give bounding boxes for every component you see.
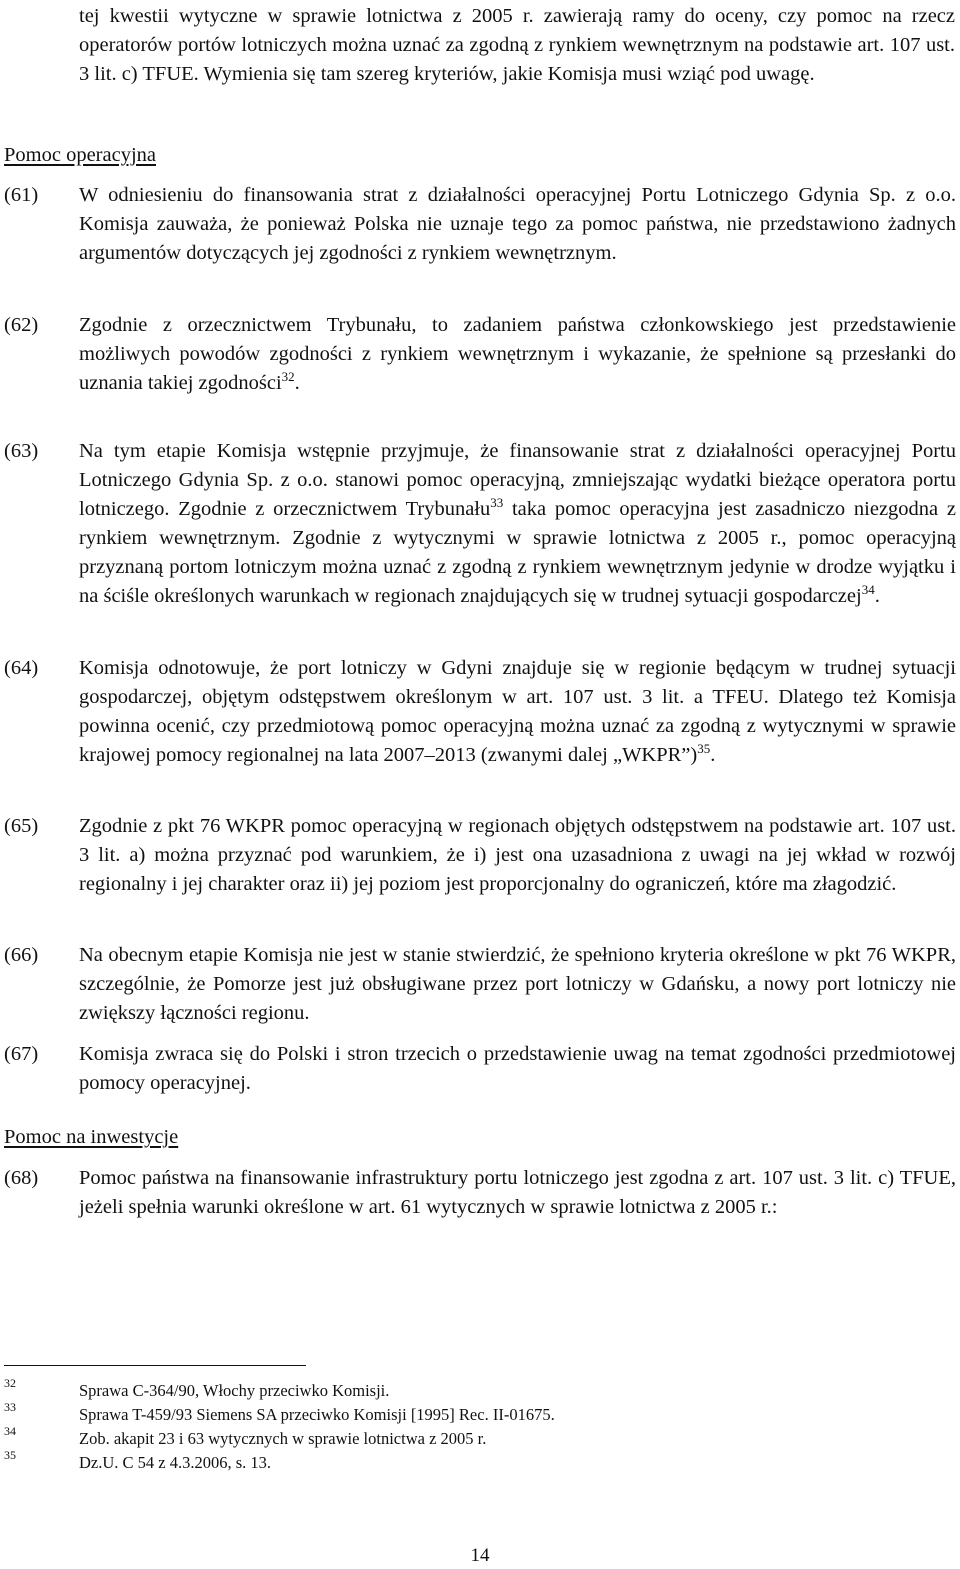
footnote-number: 32 (4, 1376, 16, 1390)
paragraph-number: (65) (4, 815, 39, 837)
paragraph-text: Komisja zwraca się do Polski i stron trzecich o przedstawienie uwag na temat zgodności przedmiotowej pomocy operacyjnej. (79, 1043, 956, 1094)
paragraph-63 (4, 437, 956, 611)
footnote-ref-35[interactable]: 35 (697, 741, 711, 756)
footnote-ref-32[interactable]: 32 (281, 369, 295, 384)
footnotes (4, 1377, 904, 1473)
footnote-separator (4, 1365, 306, 1366)
paragraph-number: (64) (4, 657, 39, 679)
paragraph-65 (4, 812, 956, 899)
heading-investment-aid: Pomoc na inwestycje (4, 1126, 179, 1148)
paragraph-number: (66) (4, 944, 39, 966)
paragraph-text-tail: . (294, 372, 300, 394)
paragraph-text-main: Zgodnie z orzecznictwem Trybunału, to zadaniem państwa członkowskiego jest przedstawienie możliwych powodów zgodności z rynkiem wewnętrznym i wykazanie, że spełnione są przesłanki do uznania takiej zgodności (79, 314, 956, 394)
footnote (4, 1401, 904, 1425)
paragraph-61 (4, 181, 956, 268)
paragraph-number: (61) (4, 184, 39, 206)
paragraph-text-tail: . (710, 744, 716, 766)
paragraph-number: (62) (4, 314, 39, 336)
footnote-text: Dz.U. C 54 z 4.3.2006, s. 13. (79, 1453, 272, 1472)
paragraph-text-main: Komisja odnotowuje, że port lotniczy w Gdyni znajduje się w regionie będącym w trudnej sytuacji gospodarczej, objętym odstępstwem określonym w art. 107 ust. 3 lit. a TFEU. Dlatego też Komisja powinna ocenić, czy przedmiotową pomoc operacyjną można uznać za zgodną z wytycznymi w sprawie krajowej pomocy regionalnej na lata 2007–2013 (zwanymi dalej „WKPR”) (79, 657, 956, 766)
footnote-ref-33[interactable]: 33 (490, 495, 504, 510)
page-number: 14 (470, 1545, 490, 1566)
footnote (4, 1449, 904, 1473)
paragraph-62 (4, 311, 956, 398)
paragraph-text (79, 437, 956, 611)
paragraph-66 (4, 941, 956, 1028)
footnote-number: 33 (4, 1400, 16, 1414)
footnote-ref-34[interactable]: 34 (861, 582, 875, 597)
heading-operating-aid: Pomoc operacyjna (4, 144, 156, 166)
paragraph-68 (4, 1164, 956, 1222)
footnote-text: Zob. akapit 23 i 63 wytycznych w sprawie lotnictwa z 2005 r. (79, 1429, 487, 1448)
paragraph-number: (63) (4, 440, 39, 462)
footnote-text: Sprawa T-459/93 Siemens SA przeciwko Komisji [1995] Rec. II-01675. (79, 1405, 555, 1424)
paragraph-text-part-b: taka pomoc operacyjna jest zasadniczo niezgodna z rynkiem wewnętrznym. Zgodnie z wytycznymi w sprawie lotnictwa z 2005 r., pomoc operacyjną przyznaną portom lotniczym można uznać z zgodną z rynkiem wewnętrznym jedynie w drodze wyjątku i na ściśle określonych warunkach w regionach znajdujących się w trudnej sytuacji gospodarczej (79, 498, 956, 607)
paragraph-text (79, 311, 956, 398)
paragraph-text: Zgodnie z pkt 76 WKPR pomoc operacyjną w regionach objętych odstępstwem na podstawie art. 107 ust. 3 lit. a) można przyznać pod warunkiem, że i) jest ona uzasadniona z uwagi na jej wkład w rozwój regionalny i jej charakter oraz ii) jej poziom jest proporcjonalny do ograniczeń, które ma złagodzić. (79, 815, 956, 895)
intro-paragraph: tej kwestii wytyczne w sprawie lotnictwa z 2005 r. zawierają ramy do oceny, czy pomoc na rzecz operatorów portów lotniczych można uznać za zgodną z rynkiem wewnętrznym na podstawie art. 107 ust. 3 lit. c) TFUE. Wymienia się tam szereg kryteriów, jakie Komisja musi wziąć pod uwagę. (79, 5, 955, 85)
paragraph-text: Pomoc państwa na finansowanie infrastruktury portu lotniczego jest zgodna z art. 107 ust. 3 lit. c) TFUE, jeżeli spełnia warunki określone w art. 61 wytycznych w sprawie lotnictwa z 2005 r.: (79, 1167, 956, 1218)
footnote (4, 1377, 904, 1401)
paragraph-67 (4, 1040, 956, 1098)
paragraph-text: Na obecnym etapie Komisja nie jest w stanie stwierdzić, że spełniono kryteria określone w pkt 76 WKPR, szczególnie, że Pomorze jest już obsługiwane przez port lotniczy w Gdańsku, a nowy port lotniczy nie zwiększy łączności regionu. (79, 944, 956, 1024)
footnote (4, 1425, 904, 1449)
paragraph-text-tail: . (874, 585, 880, 607)
paragraph-number: (67) (4, 1043, 39, 1065)
paragraph-text-part-a: Na tym etapie Komisja wstępnie przyjmuje, że finansowanie strat z działalności operacyjnej Portu Lotniczego Gdynia Sp. z o.o. stanowi pomoc operacyjną, zmniejszając wydatki bieżące operatora portu lotniczego. Zgodnie z orzecznictwem Trybunału (79, 440, 956, 520)
paragraph-64 (4, 654, 956, 770)
footnote-number: 34 (4, 1424, 16, 1438)
footnote-text: Sprawa C-364/90, Włochy przeciwko Komisji. (79, 1381, 390, 1400)
paragraph-text (79, 654, 956, 770)
paragraph-number: (68) (4, 1167, 39, 1189)
paragraph-text: W odniesieniu do finansowania strat z działalności operacyjnej Portu Lotniczego Gdynia Sp. z o.o. Komisja zauważa, że ponieważ Polska nie uznaje tego za pomoc państwa, nie przedstawiono żadnych argumentów dotyczących jej zgodności z rynkiem wewnętrznym. (79, 184, 956, 264)
footnote-number: 35 (4, 1448, 16, 1462)
